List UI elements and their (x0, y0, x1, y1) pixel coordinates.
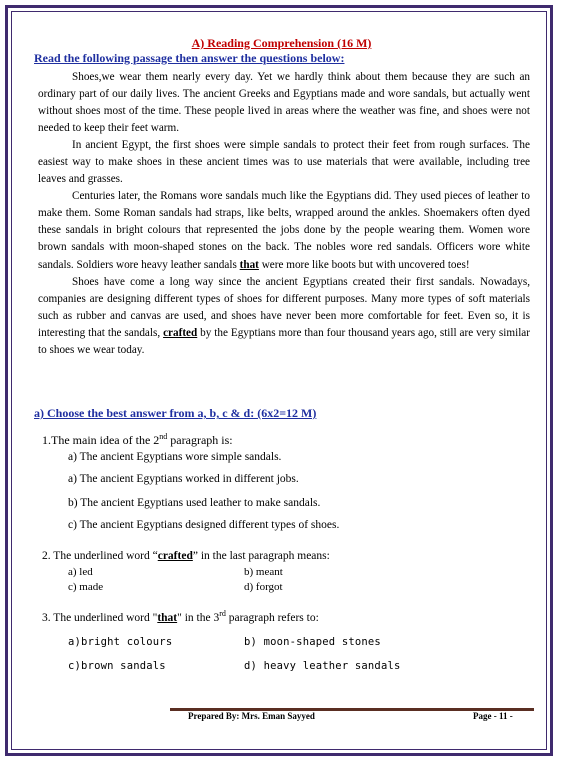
section-title: A) Reading Comprehension (16 M) (191, 36, 372, 50)
question-1-suffix: paragraph is: (167, 433, 233, 447)
instruction-heading: Read the following passage then answer the questions below: (34, 51, 345, 65)
q3-option-c[interactable]: c)brown sandals (68, 660, 166, 672)
q2-option-d[interactable]: d) forgot (244, 581, 283, 593)
paragraph-3-text-a: Centuries later, the Romans wore sandals much like the Egyptians did. They used pieces of leather to make them. Some Roman sandals had straps, like belts, wrapped around the ankles. Shoemakers often dyed these sandals in bright colours that represented the jobs done by the people wearing them. Women wore brown sandals with moon-shaped stones on the back. The nobles wore red sandals. Officers wore white sandals. Soldiers wore heavy leather sandals (38, 190, 530, 271)
q3-option-d[interactable]: d) heavy leather sandals (244, 660, 401, 672)
paragraph-4 (38, 274, 530, 359)
q1-option-2[interactable]: a) The ancient Egyptians worked in different jobs. (68, 473, 299, 485)
question-3-word: that (157, 611, 178, 624)
paragraph-2: In ancient Egypt, the first shoes were simple sandals to protect their feet from rough surfaces. The easiest way to make shoes in these ancient times was to use materials that were available, including tree leaves and grasses. (38, 139, 530, 186)
question-2-prefix: 2. The underlined word “ (42, 550, 158, 562)
question-3-sup: rd (219, 609, 226, 618)
paragraph-3 (38, 188, 530, 273)
question-2-suffix: ” in the last paragraph means: (192, 550, 330, 562)
question-3 (42, 609, 319, 624)
question-2 (42, 550, 330, 562)
underlined-word-crafted: crafted (163, 326, 198, 339)
q3-option-b[interactable]: b) moon-shaped stones (244, 636, 381, 648)
question-1-prefix: 1.The main idea of the 2 (42, 433, 160, 447)
question-3-mid: " in the 3 (177, 611, 220, 624)
question-1-sup: nd (159, 432, 168, 441)
q1-option-1[interactable]: a) The ancient Egyptians wore simple sandals. (68, 451, 282, 463)
q2-option-b[interactable]: b) meant (244, 566, 283, 578)
question-1 (42, 432, 233, 448)
footer-page-number: Page - 11 - (473, 711, 513, 721)
q1-option-4[interactable]: c) The ancient Egyptians designed different types of shoes. (68, 519, 340, 531)
q3-option-a[interactable]: a)bright colours (68, 636, 173, 648)
paragraph-1: Shoes,we wear them nearly every day. Yet we hardly think about them because they are such an ordinary part of our daily lives. The ancient Greeks and Egyptians made and wore sandals, but actually went without shoes most of the time. These people lived in areas where the weather was fine, and shoes were not needed to keep their feet warm. (38, 71, 530, 135)
q2-option-c[interactable]: c) made (68, 581, 104, 593)
reading-passage (38, 69, 530, 359)
q2-option-a[interactable]: a) led (68, 566, 93, 578)
part-a-heading: a) Choose the best answer from a, b, c & d: (6x2=12 M) (34, 406, 317, 420)
question-3-prefix: 3. The underlined word " (42, 611, 158, 624)
question-2-word: crafted (157, 550, 193, 562)
paragraph-4-text-b: by the Egyptians more than four thousand years ago, still are very similar to shoes we wear today. (38, 326, 530, 356)
footer-author: Prepared By: Mrs. Eman Sayyed (188, 711, 315, 721)
paragraph-4-text-a: Shoes have come a long way since the ancient Egyptians created their first sandals. Nowadays, companies are designing different types of shoes for different purposes. Many more types of soft materials such as rubber and canvas are used, and shoes have never been more comfortable for feet. Even so, it is interesting that the sandals, (38, 275, 530, 339)
q1-option-3[interactable]: b) The ancient Egyptians used leather to make sandals. (68, 497, 321, 509)
paragraph-3-text-b: were more like boots but with uncovered toes! (258, 258, 470, 271)
underlined-word-that: that (239, 258, 259, 271)
question-3-suffix: paragraph refers to: (225, 611, 319, 624)
